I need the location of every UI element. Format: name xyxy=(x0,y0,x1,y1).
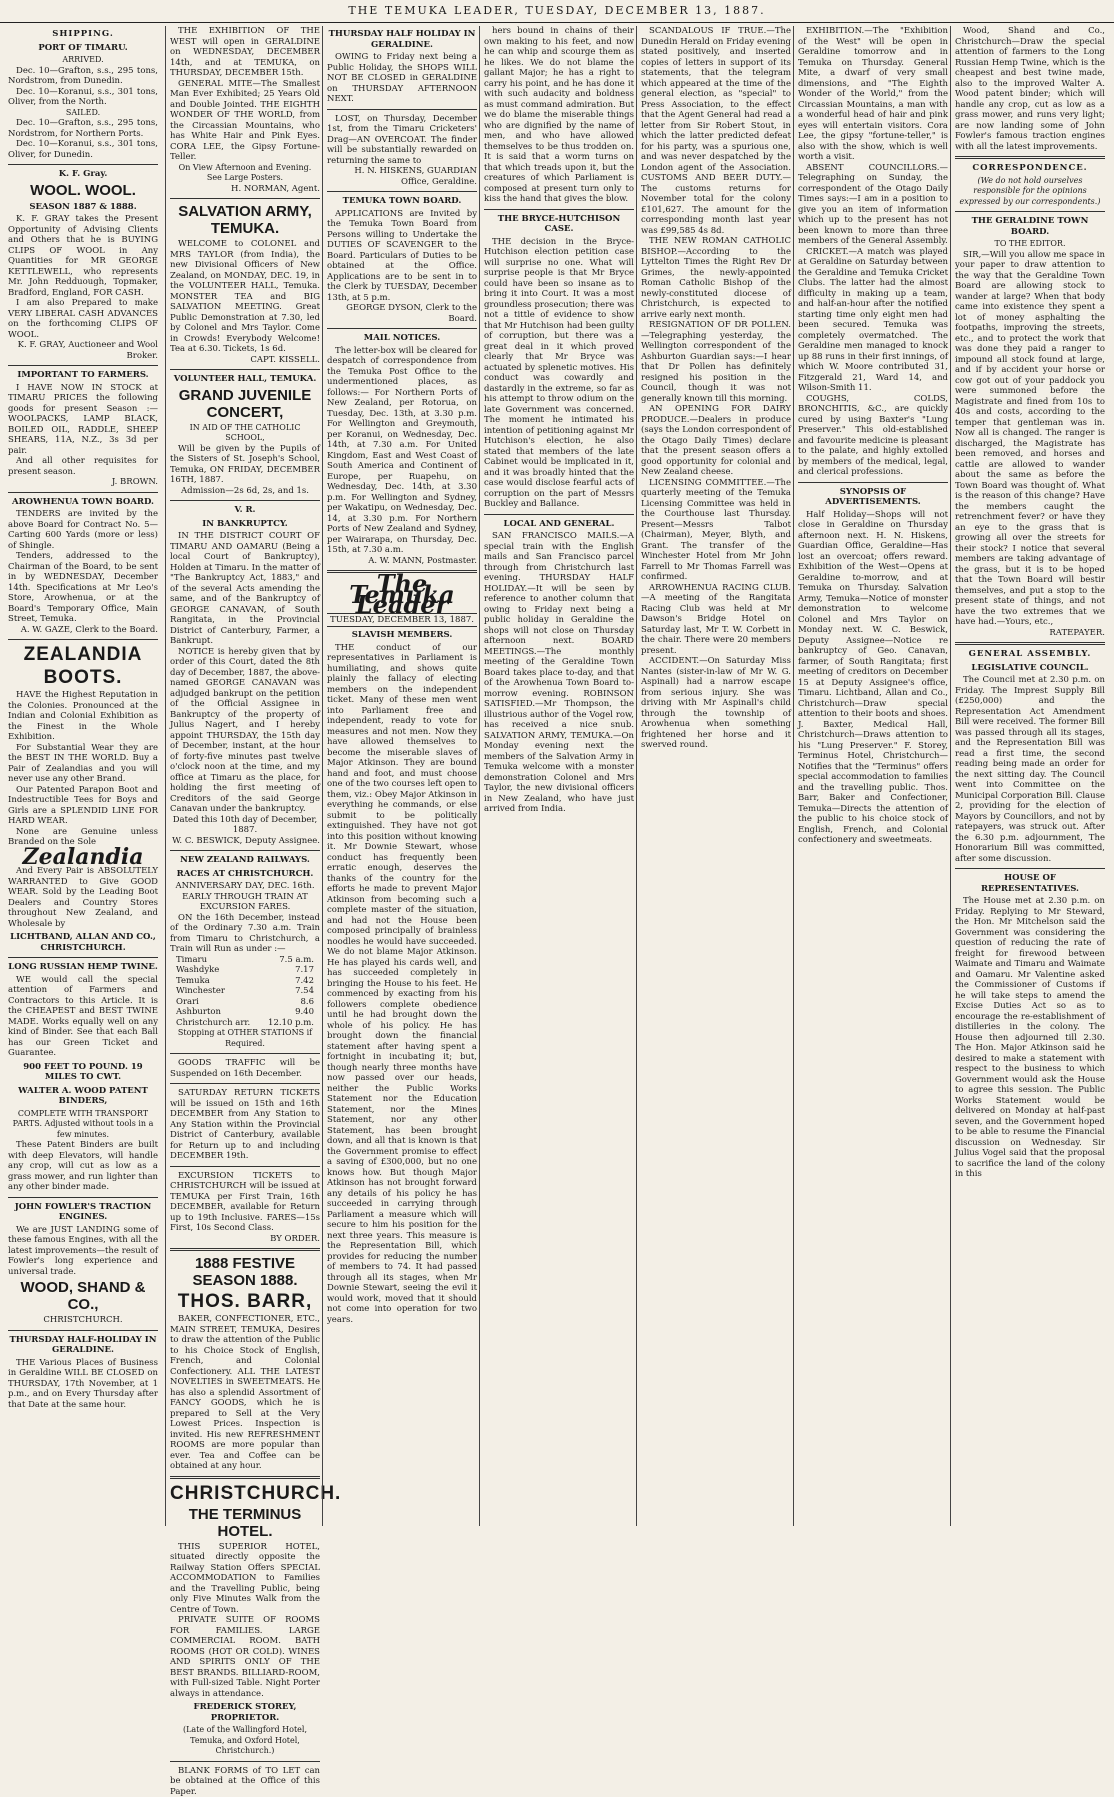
news-item: ARROWHENUA RACING CLUB.—A meeting of the Rangitata Racing Club was held at Mr Dawson's Bridge Hotel on Saturday last, Mr T. W. Corbett in the chair. There were 20 members present. xyxy=(641,583,791,657)
bankruptcy-body: NOTICE is hereby given that by order of this Court, dated the 8th day of December, 1887, the above-named GEORGE CANAVAN was adjudged bankrupt on the petition of the Official Assignee in Bankruptcy of the property of Julius Nagert, and I hereby appoint THURSDAY, the 15th day of December, instant, at the hour of forty-five minutes past twelve o'clock noon at the time, and my office at Timaru as the place, for holding the first meeting of Creditors of the said George Canavan under the bankruptcy. xyxy=(170,647,320,815)
zealandia-body: None are Genuine unless Branded on the Sole xyxy=(8,827,158,848)
gray-signature: K. F. GRAY, Auctioneer and Wool Broker. xyxy=(8,340,158,361)
lichtband-signature: LICHTBAND, ALLAN AND CO., CHRISTCHURCH. xyxy=(8,932,158,953)
house-heading: HOUSE OF REPRESENTATIVES. xyxy=(955,873,1105,894)
hemp-price: 900 FEET TO POUND. 19 MILES TO CWT. xyxy=(8,1062,158,1083)
geraldine-board-heading: THE GERALDINE TOWN BOARD. xyxy=(955,216,1105,237)
volunteer-hall-heading: VOLUNTEER HALL, TEMUKA. xyxy=(170,374,320,385)
wood-shand-heading: WOOD, SHAND & CO., xyxy=(8,1279,158,1313)
synopsis-body: Half Holiday—Shops will not close in Geraldine on Thursday afternoon next. H. N. Hiskens, Guardian Office, Geraldine—Has lost an overcoat; offers reward. Exhibition of the West—Opens at Geraldine to-morrow, and at Temuka on Thursday. Salvation Army, Temuka—Notice of monster demonstration to welcome Colonel and Mrs Taylor on Monday next. W. C. Beswick, Deputy Assignee—Notice re bankruptcy of Geo. Canavan, farmer, of South Rangitata; first meeting of creditors on December 15 at Deputy Assignee's office, Timaru. Lichtband, Allan and Co., Christchurch—Draw special attention to their boots and shoes. J. Baxter, Medical Hall, Christchurch—Draws attention to his "Lung Preserver." F. Storey, Terminus Hotel, Christchurch—Notifies that the "Terminus" offers special accommodation to families and the travelling public. Thos. Barr, Baker and Confectioner, Temuka—Directs the attention of the public to his choice stock of English, French, and Colonial confectionery and sweetmeats. xyxy=(798,510,948,846)
timetable-time: 7.17 xyxy=(295,965,314,976)
storey-sub: (Late of the Wallingford Hotel, Temuka, and Oxford Hotel, Christchurch.) xyxy=(170,1725,320,1757)
news-item: ACCIDENT.—On Saturday Miss Nantes (sister-in-law of Mr W. G. Aspinall) had a narrow escape from serious injury. She was driving with Mr Aspinall's child through the township of Arowhenua when something frightened her horse and it swerved round. xyxy=(641,656,791,751)
fowler-body: We are JUST LANDING some of these famous Engines, with all the latest improvements—the result of Fowler's long experience and universal trade. xyxy=(8,1225,158,1278)
arrival-entry: Dec. 10—Koranui, s.s., 301 tons, Oliver, from the North. xyxy=(8,87,158,108)
timetable-time: 7.5 a.m. xyxy=(279,955,314,966)
arowhenua-body: Tenders, addressed to the Chairman of the Board, to be sent in by WEDNESDAY, December 14th. Specifications at Mr Leo's Store, Arowhenua, or at the Board's Temporary Office, Main Street, Temuka. xyxy=(8,551,158,625)
timetable-row xyxy=(170,1007,320,1018)
gray-name: K. F. Gray. xyxy=(8,169,158,180)
railways-heading: NEW ZEALAND RAILWAYS. xyxy=(170,855,320,866)
timetable-row xyxy=(170,986,320,997)
bankruptcy-body: IN THE DISTRICT COURT OF TIMARU AND OAMARU (Being a local Court of Bankruptcy), Holden at Timaru. In the matter of "The Bankruptcy Act, 1883," and of the several Acts amending the same, and of the Bankruptcy of GEORGE CANAVAN, of South Rangitata, in the Provincial District of Canterbury, Farmer, a Bankrupt. xyxy=(170,531,320,647)
news-item: THE NEW ROMAN CATHOLIC BISHOP.—According to the Lyttelton Times the Right Rev Dr Grimes, the newly-appointed Roman Catholic Bishop of the newly-constituted diocese of Christchurch, is expected to arrive early next month. xyxy=(641,236,791,320)
anniversary-heading: ANNIVERSARY DAY, DEC. 16th. xyxy=(170,881,320,892)
column-4 xyxy=(479,26,634,1526)
column-7 xyxy=(950,26,1105,1526)
excursion-notice: EXCURSION TICKETS to CHRISTCHURCH will be issued at TEMUKA per First Train, 16th DECEMBER, available for Return up to 19th Inclusive. FARES—15s First, 10s Second Class. xyxy=(170,1171,320,1234)
gray-ad-body: K. F. GRAY takes the Present Opportunity of Advising Clients and Others that he is BUYING CLIPS OF WOOL in Any Quantities for MR GEORGE KETTLEWELL, who represents Mr. John Redduough, Topmaker, Bradford, England, FOR CASH. xyxy=(8,214,158,298)
news-item: COUGHS, COLDS, BRONCHITIS, &C., are quickly cured by using Baxter's "Lung Preserver." This old-established and favourite medicine is pleasant to the palate, and highly extolled by members of the medical, legal, and clerical professions. xyxy=(798,394,948,478)
local-general-heading: LOCAL AND GENERAL. xyxy=(484,519,634,530)
barr-body: BAKER, CONFECTIONER, ETC., MAIN STREET, TEMUKA, Desires to draw the attention of the Public to his Choice Stock of English, French, and Colonial Confectionery. ALL THE LATEST NOVELTIES in SWEETMEATS. He has also a splendid Assortment of FANCY GOODS, which he is prepared to Sell at the Very Lowest Prices. Inspection is invited. His new REFRESHMENT ROOMS are more popular than ever. Tea and Coffee can be obtained at any hour. xyxy=(170,1314,320,1472)
farmers-body: I HAVE NOW IN STOCK at TIMARU PRICES the following goods for present Season :— WOOLPACKS, LAMP BLACK, BOILED OIL, RADDLE, SHEEP SHEARS, 11A, N.Z., 3s 3d per pair. xyxy=(8,383,158,457)
bryce-body: THE decision in the Bryce-Hutchison election petition case will surprise no one. What will surprise people is that Mr Bryce could have been so insane as to bring it into Court. It was a most groundless prosecution; there was not a tittle of evidence to show that Mr Hutchison had been guilty of corruption, but there was a great deal in it which proved clearly that Mr Bryce was actuated by splenetic motives. His conduct was cowardly and dastardly in the extreme, so far as his attempt to throw odium on the late Government was concerned. The moment he intimated his intention of petitioning against Mr Hutchison's election, he also stated that members of the late Cabinet would be implicated in it, and it was broadly hinted that the case would disclose fearful acts of corruption on the part of Messrs Buckley and Ballance. xyxy=(484,237,634,510)
exhibition-body: THE EXHIBITION OF THE WEST will open in GERALDINE on WEDNESDAY, DECEMBER 14th, and at TEMUKA, on THURSDAY, DECEMBER 15th. xyxy=(170,26,320,79)
arrived-label: ARRIVED. xyxy=(8,55,158,66)
gray-ad-body: I am also Prepared to make VERY LIBERAL CASH ADVANCES on the forthcoming CLIPS OF WOOL. xyxy=(8,298,158,340)
sailing-entry: Dec. 10—Grafton, s.s., 295 tons, Nordstrom, for Northern Ports. xyxy=(8,118,158,139)
train-note: Stopping at OTHER STATIONS if Required. xyxy=(170,1028,320,1049)
blank-forms-notice: BLANK FORMS of TO LET can be obtained at the Office of this Paper. xyxy=(170,1766,320,1797)
exhibition-body: GENERAL MITE—The Smallest Man Ever Exhibited; 25 Years Old and Double Jointed. THE EIGHTH WONDER OF THE WORLD, from the Circassian Mountains, who has White Hair and Pink Eyes. CORA LEE, the Gipsy Fortune-Teller. xyxy=(170,79,320,163)
races-heading: RACES AT CHRISTCHURCH. xyxy=(170,869,320,880)
timetable-station: Christchurch arr. xyxy=(176,1018,250,1029)
timetable-time: 8.6 xyxy=(300,997,314,1008)
column-2 xyxy=(165,26,320,1526)
exhibition-note: On View Afternoon and Evening. See Large Posters. xyxy=(170,163,320,184)
wood-shand-signature: CHRISTCHURCH. xyxy=(8,1315,158,1326)
local-general-body: SAN FRANCISCO MAILS.—A special train with the English mails and San Francisco parcel through from Christchurch last evening. THURSDAY HALF HOLIDAY.—It will be seen by reference to another column that owing to Friday next being a public holiday in Geraldine the shops will not close on Thursday afternoon next. BOARD MEETINGS.—The monthly meeting of the Geraldine Town Board takes place to-day, and that of the Arowhenua Town Board to-morrow evening. ROBINSON SATISFIED.—Mr Thompson, the illustrious author of the Vogel row, has received a nice snub. SALVATION ARMY, TEMUKA.—On Monday evening next the members of the Salvation Army in Temuka welcome with a monster demonstration Colonel and Mrs Taylor, the new divisional officers in New Zealand, who have just arrived from India. xyxy=(484,531,634,815)
zealandia-body: For Substantial Wear they are the BEST IN THE WORLD. Buy a Pair of Zealandias and you will never use any other Brand. xyxy=(8,743,158,785)
zealandia-body: And Every Pair is ABSOLUTELY WARRANTED to Give GOOD WEAR. Sold by the Leading Boot Dealers and Country Stores throughout New Zealand, and Wholesale by xyxy=(8,866,158,929)
correspondence-heading: CORRESPONDENCE. xyxy=(955,163,1105,174)
bankruptcy-heading: IN BANKRUPTCY. xyxy=(170,519,320,530)
letter-body: SIR,—Will you allow me space in your paper to draw attention to the way that the Geraldine Town Board are allowing stock to wander at large? When that body came into existence they spent a lot of money asphalting the footpaths, improving the streets, etc., and to protect the work that was done they paid a ranger to impound all stock found at large, and if by accident your horse or cow got out of your paddock you were summoned before the Magistrate and fined from 10s to 40s and costs, according to the temper that gentleman was in. Now all is changed. The ranger is discharged, the Magistrate has been removed, and horses and cattle are allowed to wander about the same as before the Town Board was thought of. What is the reason of this change? Have the members caught the retrenchment fever? or have they an eye to the grass that is growing all over the streets for their stock? I notice that several members are taking advantage of the grass, but it is to be hoped that the Town Board will bestir themselves, and put a stop to the present state of things, and not have the two extremes that we have had.—Yours, etc., xyxy=(955,250,1105,628)
timetable-station: Timaru xyxy=(176,955,207,966)
terminus-body: PRIVATE SUITE OF ROOMS FOR FAMILIES. LARGE COMMERCIAL ROOM. BATH ROOMS (HOT OR COLD). WINES AND SPIRITS ONLY OF THE BEST BRANDS. BILLIARD-ROOM, with Full-sized Table. Night Porter always in attendance. xyxy=(170,1615,320,1699)
zealandia-script-logo: Zealandia xyxy=(8,852,158,863)
christchurch-heading: CHRISTCHURCH. xyxy=(170,1483,320,1504)
lost-signature: H. N. HISKENS, GUARDIAN Office, Geraldine. xyxy=(327,166,477,187)
farmers-heading: IMPORTANT TO FARMERS. xyxy=(8,370,158,381)
newspaper-columns xyxy=(8,26,1106,1526)
paper-date: TUESDAY, DECEMBER 13, 1887. xyxy=(327,613,477,628)
masthead: THE TEMUKA LEADER, TUESDAY, DECEMBER 13, 1887. xyxy=(0,0,1114,23)
editorial-heading: SLAVISH MEMBERS. xyxy=(327,630,477,641)
zealandia-heading: ZEALANDIA xyxy=(8,644,158,665)
news-item: RESIGNATION OF DR POLLEN.—Telegraphing yesterday, the Wellington correspondent of the Ashburton Guardian says:—I hear that Dr Pollen has definitely resigned his position in the Council, though it was not generally known till this morning. xyxy=(641,320,791,404)
hemp-body: WE would call the special attention of Farmers and Contractors to this Article. It is the CHEAPEST and BEST TWINE MADE. Works equally well on any kind of Binder. See that each Ball has our Green Ticket and Guarantee. xyxy=(8,975,158,1059)
temuka-board-body: APPLICATIONS are Invited by the Temuka Town Board from Persons willing to Undertake the DUTIES OF SCAVENGER to the Board. Particulars of Duties to be obtained at the Office. Applications are to be sent in to the Clerk by TUESDAY, December 13th, at 5 p.m. xyxy=(327,209,477,304)
synopsis-continued: Wood, Shand and Co., Christchurch—Draw the special attention of farmers to the Long Russian Hemp Twine, which is the cheapest and best twine made, also to the improved Walter A. Wood patent binder; which will handle any crop, cut as low as a grass mower, and runs very light; are now landing some of John Fowler's famous traction engines with all the latest improvements. xyxy=(955,26,1105,152)
timetable-time: 7.54 xyxy=(295,986,314,997)
timetable-row xyxy=(170,976,320,987)
holiday-heading: THURSDAY HALF-HOLIDAY IN GERALDINE. xyxy=(8,1335,158,1356)
port-heading: PORT OF TIMARU. xyxy=(8,43,158,54)
season-heading: SEASON 1887 & 1888. xyxy=(8,202,158,213)
early-train-heading: EARLY THROUGH TRAIN AT EXCURSION FARES. xyxy=(170,892,320,913)
timetable-time: 12.10 p.m. xyxy=(268,1018,314,1029)
bankruptcy-signature: W. C. BESWICK, Deputy Assignee. xyxy=(170,836,320,847)
wool-heading: WOOL. WOOL. xyxy=(8,182,158,199)
sailing-entry: Dec. 10—Koranui, s.s., 301 tons, Oliver, for Dunedin. xyxy=(8,139,158,160)
bankruptcy-date: Dated this 10th day of December, 1887. xyxy=(170,815,320,836)
wood-binders-body: These Patent Binders are built with deep Elevators, will handle any crop, will cut as low as a grass mower, and run lighter than any other binder made. xyxy=(8,1140,158,1193)
paper-nameplate: The Temuka Leader xyxy=(327,579,477,611)
train-timetable xyxy=(170,955,320,1029)
concert-body: Will be given by the Pupils of the Sisters of St. Joseph's School, Temuka, ON FRIDAY, DECEMBER 16TH, 1887. xyxy=(170,444,320,486)
thursday-holiday-heading: THURSDAY HALF HOLIDAY IN GERALDINE. xyxy=(327,29,477,50)
timetable-time: 9.40 xyxy=(295,1007,314,1018)
salvation-signature: CAPT. KISSELL. xyxy=(170,355,320,366)
news-item: LICENSING COMMITTEE.—The quarterly meeting of the Temuka Licensing Committee was held in the Courthouse last Thursday. Present—Messrs Talbot (Chairman), Meyer, Blyth, and Grant. The transfer of the Winchester Hotel from Mr John Farrell to Mr Thomas Farrell was confirmed. xyxy=(641,478,791,583)
mail-heading: MAIL NOTICES. xyxy=(327,333,477,344)
storey-heading: FREDERICK STOREY, PROPRIETOR. xyxy=(170,1702,320,1723)
temuka-board-heading: TEMUKA TOWN BOARD. xyxy=(327,196,477,207)
correspondence-note: (We do not hold ourselves responsible for the opinions expressed by our correspondents.) xyxy=(955,176,1105,208)
sailed-label: SAILED. xyxy=(8,108,158,119)
arowhenua-heading: AROWHENUA TOWN BOARD. xyxy=(8,497,158,508)
terminus-body: THIS SUPERIOR HOTEL, situated directly opposite the Railway Station Offers SPECIAL ACCOMMODATION to Families and the Travelling Public, being only Five Minutes Walk from the Centre of Town. xyxy=(170,1542,320,1616)
salvation-body: WELCOME to COLONEL and MRS TAYLOR (from India), the new Divisional Officers of New Zealand, on MONDAY, DEC. 19, in the VOLUNTEER HALL, Temuka. MONSTER TEA and BIG SALVATION MEETING. Great Public Demonstration at 7.30, led by Colonel and Mrs Taylor. Come in Crowds! Everybody Welcome! Tea at 6.30. Tickets, 1s 6d. xyxy=(170,239,320,355)
timetable-station: Winchester xyxy=(176,986,225,997)
wood-binders-sub: COMPLETE WITH TRANSPORT PARTS. Adjusted without tools in a few minutes. xyxy=(8,1109,158,1141)
timetable-row xyxy=(170,955,320,966)
timetable-row xyxy=(170,997,320,1008)
farmers-body: And all other requisites for present season. xyxy=(8,456,158,477)
council-body: The Council met at 2.30 p.m. on Friday. The Imprest Supply Bill (£250,000) and the Representation Act Amendment Bill were received. The former Bill was passed through all its stages, and the Representation Bill was read a first time, the second reading being made an order for the next sitting day. The Council went into Committee on the Municipal Corporation Bill. Clause 2, providing for the election of Mayors by Councillors, and not by ratepayers, was struck out. After the 6.30 p.m. adjournment, The Honorarium Bill was committed, after some discussion. xyxy=(955,675,1105,864)
editorial-body: THE conduct of our representatives in Parliament is humiliating, and shows quite plainly the fallacy of electing members on the independent ticket. Many of these men went into Parliament free and independent, ready to vote for measures and not men. Now they have allowed themselves to become the miserable slaves of Major Atkinson. They are bound hand and foot, and must choose one of the two courses left open to them, viz.: Obey Major Atkinson in everything he commands, or else submit to be politically extinguished. They have not got into this position without knowing it. Mr Downie Stewart, whose conduct has frequently been erratic enough, deserves the thanks of the country for the efforts he made to prevent Major Atkinson from becoming such a complete master of the situation, and had not the House been composed principally of brainless noodles he would have succeeded. We do not blame Major Atkinson. He has played his cards well, and has succeeded completely in bringing the House to his feet. He commenced by exacting from his followers complete obedience until he had brought down the whole of his policy. He has brought down the financial statement after having spent a fortnight in incubating it; but, though nearly three months have now passed over our heads, neither the Public Works Statement nor the Education Statement, nor the Mines Statement, nor any other Statement, has been brought down, and all that is known is that the Government promise to effect a saving of £300,000, but no one knows how. But though Major Atkinson has not brought forward any details of his policy he has succeeded in carrying through Parliament a measure which will secure to him his position for the next three years. This measure is the Representation Bill, which provides for reducing the number of members to 74. It had passed through all its stages, when Mr Downie Stewart, seeing the evil it would work, moved that it should not come into operation for two years. xyxy=(327,643,477,1326)
letter-signature: RATEPAYER. xyxy=(955,628,1105,639)
timetable-station: Ashburton xyxy=(176,1007,221,1018)
news-item: CRICKET.—A match was played at Geraldine on Saturday between the Geraldine and Temuka Cricket Clubs. The latter had the almost difficulty in making up a team, and half-an-hour after the notified starting time only eight men had been secured. Temuka was completely overmatched. The Geraldine men managed to knock up 88 runs in their first innings, of which W. Moore contributed 31, Fitzgerald 21, Ward 14, and Wilson-Smith 11. xyxy=(798,247,948,394)
festive-heading: 1888 FESTIVE SEASON 1888. xyxy=(170,1255,320,1289)
timetable-station: Temuka xyxy=(176,976,210,987)
farmers-signature: J. BROWN. xyxy=(8,477,158,488)
excursion-signature: BY ORDER. xyxy=(170,1234,320,1245)
arrival-entry: Dec. 10—Grafton, s.s., 295 tons, Nordstrom, from Dunedin. xyxy=(8,66,158,87)
to-editor-heading: TO THE EDITOR. xyxy=(955,239,1105,250)
concert-admission: Admission—2s 6d, 2s, and 1s. xyxy=(170,486,320,497)
fowler-heading: JOHN FOWLER'S TRACTION ENGINES. xyxy=(8,1202,158,1223)
lost-notice: LOST, on Thursday, December 1st, from the Timaru Cricketers' Drag—AN OVERCOAT. The finder will be substantially rewarded on returning the same to xyxy=(327,114,477,167)
terminus-heading: THE TERMINUS HOTEL. xyxy=(170,1506,320,1540)
concert-sub: IN AID OF THE CATHOLIC SCHOOL, xyxy=(170,423,320,444)
concert-heading: GRAND JUVENILE CONCERT, xyxy=(170,387,320,421)
timetable-station: Orari xyxy=(176,997,199,1008)
house-body: The House met at 2.30 p.m. on Friday. Replying to Mr Steward, the Hon. Mr Mitchelson said the Government was considering the question of reducing the rate of freight for firewood between Waimate and Timaru and Waimate and Oamaru. Mr Valentine asked the Commissioner of Customs if he will take steps to amend the Excise Duties Act so as to encourage the re-establishment of distilleries in the colony. The House then adjourned till 2.30. The Hon. Major Atkinson said he desired to make a statement with respect to the business to which Government would ask the House to agree this session. The Public Works Statement would be delivered on Monday at half-past seven, and the Government hoped to be able to resume the Financial discussion on Wednesday. Sir Julius Vogel said that the proposal to sacrifice the land of the colony in this xyxy=(955,896,1105,1180)
arowhenua-signature: A. W. GAZE, Clerk to the Board. xyxy=(8,625,158,636)
wood-binders-heading: WALTER A. WOOD PATENT BINDERS, xyxy=(8,1086,158,1107)
salvation-heading: SALVATION ARMY, TEMUKA. xyxy=(170,203,320,237)
news-item: ABSENT COUNCILLORS.—Telegraphing on Sunday, the correspondent of the Otago Daily Times says:—I am in a position to give you an item of information which up to the present has not been known to more than three members of the General Assembly. xyxy=(798,163,948,247)
zealandia-body: Our Patented Parapon Boot and Indestructible Tees for Boys and Girls are a SPLENDID LINE FOR HARD WEAR. xyxy=(8,785,158,827)
temuka-board-signature: GEORGE DYSON, Clerk to the Board. xyxy=(327,303,477,324)
column-5 xyxy=(636,26,791,1526)
timetable-row xyxy=(170,965,320,976)
mail-body: The letter-box will be cleared for despatch of correspondence from the Temuka Post Office to the undermentioned places, as follows:— For Northern Ports of New Zealand, per Rotorua, on Tuesday, Dec. 13th, at 3.30 p.m. For Wellington and Greymouth, per Koranui, on Wednesday, Dec. 14th, at 7.30 a.m. For United Kingdom, East and West Coast of South America and Continent of Europe, per Ruapehu, on Wednesday, Dec. 14th, at 3.30 p.m. For Wellington and Sydney, per Wakatipu, on Wednesday, Dec. 14, at 3.30 p.m. For Northern Ports of New Zealand and Sydney, per Wairarapa, on Thursday, Dec. 15th, at 7.30 a.m. xyxy=(327,346,477,556)
train-body: ON the 16th December, instead of the Ordinary 7.30 a.m. Train from Timaru to Christchurch, a Train will Run as under :— xyxy=(170,913,320,955)
vr-heading: V. R. xyxy=(170,505,320,516)
barr-heading: THOS. BARR, xyxy=(170,1291,320,1312)
hemp-heading: LONG RUSSIAN HEMP TWINE. xyxy=(8,962,158,973)
column-1 xyxy=(8,26,158,1526)
exhibition-signature: H. NORMAN, Agent. xyxy=(170,184,320,195)
saturday-tickets-notice: SATURDAY RETURN TICKETS will be issued on 15th and 16th DECEMBER from Any Station to Any Station within the Provincial District of Canterbury, available for Return up to and including DECEMBER 19th. xyxy=(170,1088,320,1162)
zealandia-body: HAVE the Highest Reputation in the Colonies. Pronounced at the Indian and Colonial Exhibition as the Finest in the Whole Exhibition. xyxy=(8,690,158,743)
council-heading: LEGISLATIVE COUNCIL. xyxy=(955,663,1105,674)
timetable-row xyxy=(170,1018,320,1029)
goods-notice: GOODS TRAFFIC will be Suspended on 16th December. xyxy=(170,1058,320,1079)
arowhenua-body: TENDERS are invited by the above Board for Contract No. 5—Carting 600 Yards (more or less) of Shingle. xyxy=(8,509,158,551)
news-item: AN OPENING FOR DAIRY PRODUCE.—Dealers in produce (says the London correspondent of the Otago Daily Times) declare that the present season offers a good opportunity for colonial and New Zealand cheese. xyxy=(641,404,791,478)
column-3 xyxy=(322,26,477,1526)
news-item: EXHIBITION.—The "Exhibition of the West" will be open in Geraldine tomorrow and in Temuka on Thursday. General Mite, a dwarf of very small dimensions, and "The Eighth Wonder of the World," from the Circassian Mountains, a man with a wonderful head of hair and pink eyes will entertain visitors. Cora Lee, the gipsy "fortune-teller," is also with the show, which is well worth a visit. xyxy=(798,26,948,163)
holiday-body: THE Various Places of Business in Geraldine WILL BE CLOSED on THURSDAY, 17th November, at 1 p.m., and on Every Thursday after that Date at the same hour. xyxy=(8,1358,158,1411)
timetable-station: Washdyke xyxy=(176,965,219,976)
news-item: SCANDALOUS IF TRUE.—The Dunedin Herald on Friday evening stated positively, and inserted copies of letters in support of its statements, that the telegram which appeared at the time of the general election, as "special" to Press Association, to the effect that the Agent General had read a letter from Sir Robert Stout, in which the latter predicted defeat for his party, was a spurious one, and was never despatched by the London agent of the Association. CUSTOMS AND BEER DUTY.—The customs returns for November total for the colony £101,627. The amount for the corresponding month last year was £99,585 4s 8d. xyxy=(641,26,791,236)
editorial-continued: hers bound in chains of their own making to his feet, and now he can whip and scourge them as he likes. We do not blame the gallant Major; he has a right to carry his point, and he has done it with such audacity and boldness as must command admiration. But we do blame the miserable things who are dignified by the name of men, and who have allowed themselves to be thus trodden on. It is said that a worm turns on that which treads upon it, but the creatures of which Parliament is composed at present turn only to kiss the hand that gives the blow. xyxy=(484,26,634,205)
timetable-time: 7.42 xyxy=(295,976,314,987)
shipping-heading: SHIPPING. xyxy=(8,29,158,40)
boots-heading: BOOTS. xyxy=(8,667,158,688)
column-6 xyxy=(793,26,948,1526)
thursday-holiday-body: OWING to Friday next being a Public Holiday, the SHOPS WILL NOT BE CLOSED in GERALDINE on THURSDAY AFTERNOON NEXT. xyxy=(327,52,477,105)
bryce-heading: THE BRYCE-HUTCHISON CASE. xyxy=(484,214,634,235)
assembly-heading: GENERAL ASSEMBLY. xyxy=(955,649,1105,660)
mail-signature: A. W. MANN, Postmaster. xyxy=(327,556,477,567)
synopsis-heading: SYNOPSIS OF ADVERTISEMENTS. xyxy=(798,487,948,508)
